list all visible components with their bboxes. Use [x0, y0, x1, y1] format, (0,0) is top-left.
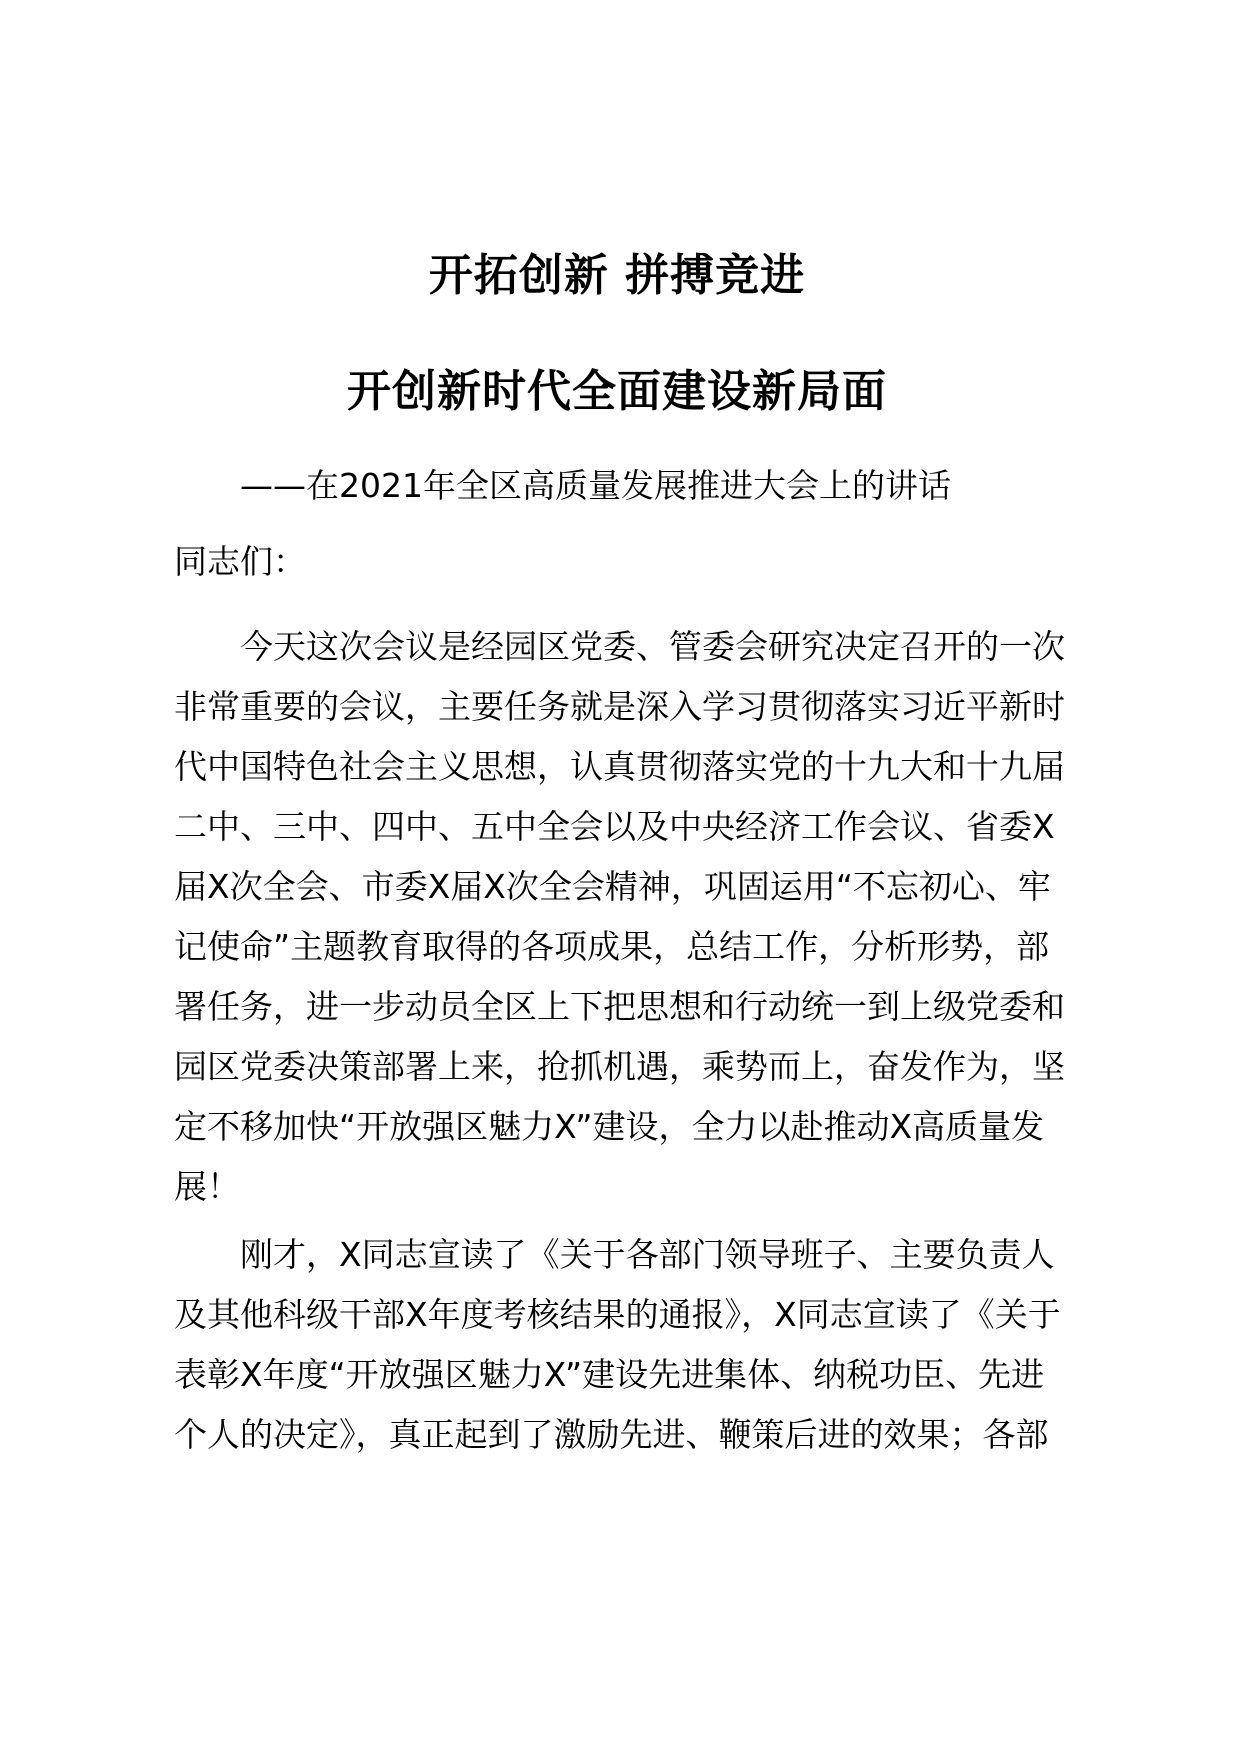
paragraph-line: 署任务，进一步动员全区上下把思想和行动统一到上级党委和	[174, 987, 1065, 1026]
paragraph-line: 二中、三中、四中、五中全会以及中央经济工作会议、省委X	[174, 807, 1055, 846]
subtitle: ——在2021年全区高质量发展推进大会上的讲话	[240, 466, 951, 505]
paragraph-line: 代中国特色社会主义思想，认真贯彻落实党的十九大和十九届	[174, 747, 1065, 786]
title-line-1: 开拓创新 拼搏竞进	[428, 250, 806, 301]
paragraph-line: 今天这次会议是经园区党委、管委会研究决定召开的一次	[174, 627, 1065, 666]
paragraph-2	[174, 1225, 1094, 1465]
paragraph-1	[174, 617, 1094, 1217]
title-line-2: 开创新时代全面建设新局面	[347, 366, 887, 417]
paragraph-line: 展！	[174, 1167, 240, 1206]
paragraph-line: 刚才，X同志宣读了《关于各部门领导班子、主要负责人	[174, 1235, 1055, 1274]
paragraph-line: 记使命”主题教育取得的各项成果，总结工作，分析形势，部	[174, 927, 1050, 966]
paragraph-line: 届X次全会、市委X届X次全会精神，巩固运用“不忘初心、牢	[174, 867, 1051, 906]
paragraph-line: 表彰X年度“开放强区魅力X”建设先进集体、纳税功臣、先进	[174, 1355, 1045, 1394]
paragraph-line: 定不移加快“开放强区魅力X”建设，全力以赴推动X高质量发	[174, 1107, 1045, 1146]
salutation: 同志们：	[174, 542, 306, 581]
paragraph-line: 非常重要的会议，主要任务就是深入学习贯彻落实习近平新时	[174, 687, 1065, 726]
paragraph-line: 及其他科级干部X年度考核结果的通报》，X同志宣读了《关于	[174, 1295, 1061, 1334]
paragraph-line: 个人的决定》，真正起到了激励先进、鞭策后进的效果；各部	[174, 1415, 1049, 1454]
paragraph-line: 园区党委决策部署上来，抢抓机遇，乘势而上，奋发作为，坚	[174, 1047, 1065, 1086]
